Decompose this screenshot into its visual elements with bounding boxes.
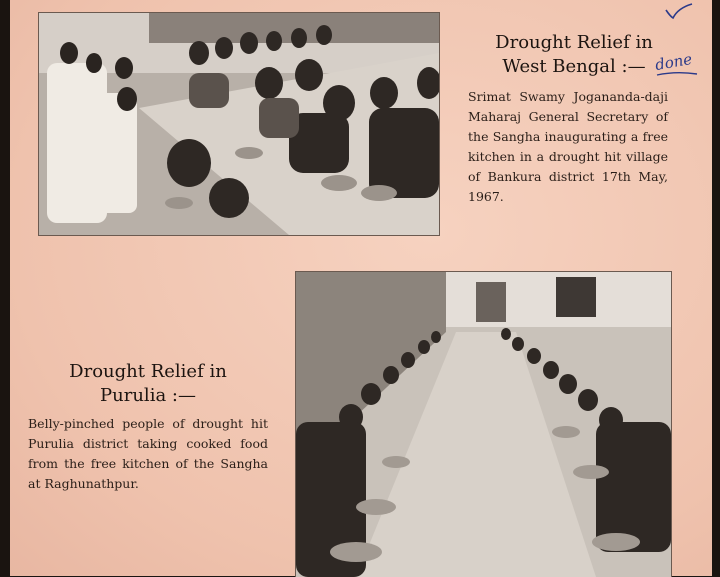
heading-west-bengal-line2: West Bengal :— bbox=[502, 56, 646, 77]
check-mark-icon bbox=[664, 2, 694, 22]
caption-purulia: Belly-pinched people of drought hit Purulia district taking cooked food from the free kitchen of the Sangha at Raghunathpur. bbox=[28, 416, 268, 491]
photo-purulia-free-kitchen bbox=[295, 271, 672, 577]
photo-bankura-free-kitchen bbox=[38, 12, 440, 236]
heading-west-bengal-line1: Drought Relief in bbox=[495, 32, 653, 53]
photo-bankura-illustration bbox=[39, 13, 439, 235]
heading-purulia-line1: Drought Relief in bbox=[69, 361, 227, 382]
heading-purulia-line2: Purulia :— bbox=[100, 385, 196, 406]
caption-west-bengal: Srimat Swamy Jogananda-daji Maharaj General Secretary of the Sangha inaugurating a free kitchen in a drought hit village of Bankura district 17th May, 1967. bbox=[468, 89, 668, 204]
heading-west-bengal bbox=[476, 31, 672, 79]
scrapbook-page bbox=[10, 0, 712, 576]
photo-purulia-illustration bbox=[296, 272, 671, 577]
handwritten-done-note: done bbox=[653, 49, 694, 75]
done-underline-icon bbox=[656, 71, 698, 77]
heading-purulia bbox=[48, 360, 248, 408]
